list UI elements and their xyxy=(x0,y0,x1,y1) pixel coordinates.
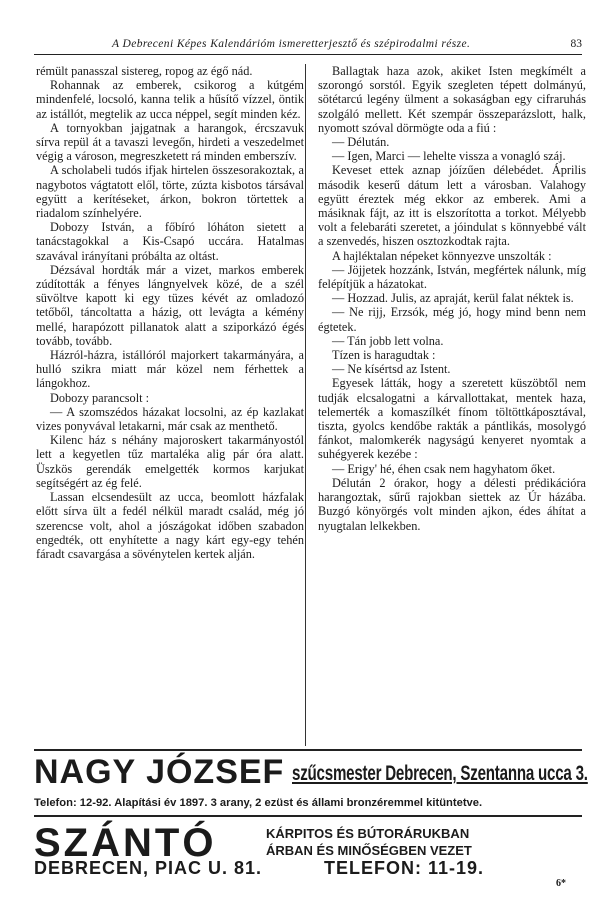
paragraph: — Igen, Marci — lehelte vissza a vonagló száj. xyxy=(332,149,566,164)
advertiser-name: NAGY JÓZSEF xyxy=(34,753,285,791)
advertiser-address: DEBRECEN, PIAC U. 81. xyxy=(34,858,263,878)
paragraph: Keveset ettek aznap jóízűen délebédet. Április második keserű dátum lett a városban. Valahogy együtt éreztek még ekkor az emberek. Ami a másiknak fájt, az itt is elszorította a torkot. Mélyebb volt a felebaráti szeretet, a jóindulat s könnyebbé vált a szenvedés, hiszen osztozkodtak rajta. xyxy=(318,163,586,249)
right-column xyxy=(318,64,586,533)
paragraph: Rohannak az emberek, csikorog a kútgém mindenfelé, locsoló, kanna telik a hűsítő vízzel, öntik az istállót, megtelik az ucca néppel, segít minden kéz. xyxy=(36,78,304,121)
ad-line: ÁRBAN ÉS MINŐSÉGBEN VEZET xyxy=(266,843,472,858)
paragraph: Dobozy parancsolt : xyxy=(50,390,150,405)
paragraph: — Ne rijj, Erzsók, még jó, hogy mind benn nem égtetek. xyxy=(318,305,586,334)
running-title: A Debreceni Képes Kalendárióm ismeretterjesztő és szépirodalmi része. xyxy=(112,38,471,50)
printer-signature: 6* xyxy=(556,878,566,889)
paragraph: — Hozzad. Julis, az apraját, kerül falat néktek is. xyxy=(332,291,574,306)
paragraph: A scholabeli tudós ifjak hirtelen összesorakoztak, a nagybotos vágtatott elől, törte, zúzta kisbotos társával együtt a kerítéseket, árkon, bokron törtettek a riadalom színhelyére. xyxy=(36,163,304,221)
paragraph: Házról-házra, istállóról majorkert takarmányára, a hulló szikra miatt már közel nem férhettek a lángokhoz. xyxy=(36,348,304,391)
advertiser-name: SZÁNTÓ xyxy=(34,821,217,865)
paragraph: rémült panasszal sistereg, ropog az égő nád. xyxy=(36,64,253,78)
paragraph: Tízen is haragudtak : xyxy=(332,348,436,363)
paragraph: — Délután. xyxy=(332,135,390,150)
paragraph: A hajléktalan népeket könnyezve unszolták : xyxy=(332,248,552,263)
advertiser-trade: szűcsmester Debrecen, Szentanna ucca 3. xyxy=(292,762,588,785)
advertiser-phone: TELEFON: 11-19. xyxy=(324,858,485,878)
paragraph: Dobozy István, a főbíró lóháton sietett a tanácstagokkal a Kis-Csapó uccára. Hatalmas szavával irányítani próbálta az oltást. xyxy=(36,220,304,263)
paragraph: — A szomszédos házakat locsolni, az ép kazlakat vizes ponyvával letakarni, már csak az menthető. xyxy=(36,404,304,434)
advertisement-szanto xyxy=(34,821,582,878)
advertiser-details: Telefon: 12-92. Alapítási év 1897. 3 arany, 2 ezüst és állami bronzéremmel kitüntetve. xyxy=(34,797,483,809)
ad-separator xyxy=(34,749,582,751)
paragraph: — Ne kísértsd az Istent. xyxy=(332,362,451,377)
ad-separator xyxy=(34,815,582,817)
paragraph: Dézsával hordták már a vizet, markos emberek zúdították a fényes lángnyelvek közé, de a szél süvöltve kapott ki egy tüzes kévét az omladozó tetőből, táncoltatta a házig, ott levágta a kémény mellé, harapózott pillanatok alatt a sziporkázó égés tovább, tovább. xyxy=(36,262,304,348)
ad-line: KÁRPITOS ÉS BÚTORÁRUKBAN xyxy=(266,826,470,841)
paragraph: Egyesek látták, hogy a szeretett küszöbtől nem tudják elcsalogatni a kárvallottakat, mentek haza, telemerték a komaszílkét fínom töltöttkáposztával, tiszta, gyolcs kendőbe rakták a pántlikás, mosolygó fánkot, malomkerék nagyságú kenyeret nyomtak a suhégyerek kezébe : xyxy=(318,376,586,462)
page-number: 83 xyxy=(570,38,582,50)
running-header xyxy=(34,38,582,55)
paragraph: Kilenc ház s néhány majoroskert takarmányostól lett a kegyetlen tűz martaléka alig pár óra alatt. Üszkös gerendák emelgették kormos karjukat segítségért az ég felé. xyxy=(36,433,304,490)
paragraph: Ballagtak haza azok, akiket Isten megkímélt a szorongó sorstól. Egyik szegleten tépett dolmányú, sötétarcú legény ülment a sokaságban egy cifraruhás szolgáló mellett. Két szempár összeparázslott, halk, nyomott szóval dörmögte oda a fiú : xyxy=(318,64,586,135)
left-column xyxy=(36,64,304,561)
column-divider xyxy=(305,64,306,746)
paragraph: Lassan elcsendesült az ucca, beomlott házfalak előtt sírva ült a fedél nélkül maradt család, még jó szerencse volt, ahol a jószágokat időben szabadon engedték, ott enyhítette a nagy kárt egy-egy tehén fáradt csavargása a sövénytelen kertek alján. xyxy=(36,490,304,561)
paragraph: — Erigy' hé, éhen csak nem hagyhatom őket. xyxy=(332,461,556,476)
paragraph: — Tán jobb lett volna. xyxy=(332,333,444,348)
paragraph: — Jöjjetek hozzánk, István, megfértek nálunk, míg felépítjük a házatokat. xyxy=(318,262,586,292)
paragraph: Délután 2 órakor, hogy a délesti prédikációra harangoztak, sűrű rajokban siettek az Úr házába. Buzgó könyörgés volt minden ajkon, édes áhítat a nyugtalan lelkekben. xyxy=(318,475,586,533)
advertisement-nagy xyxy=(34,752,588,796)
paragraph: A tornyokban jajgatnak a harangok, ércszavuk sírva repül át a tavaszi levegőn, hirdeti a veszedelmet végig a városon, megreszketett rá minden emberszív. xyxy=(36,120,304,164)
